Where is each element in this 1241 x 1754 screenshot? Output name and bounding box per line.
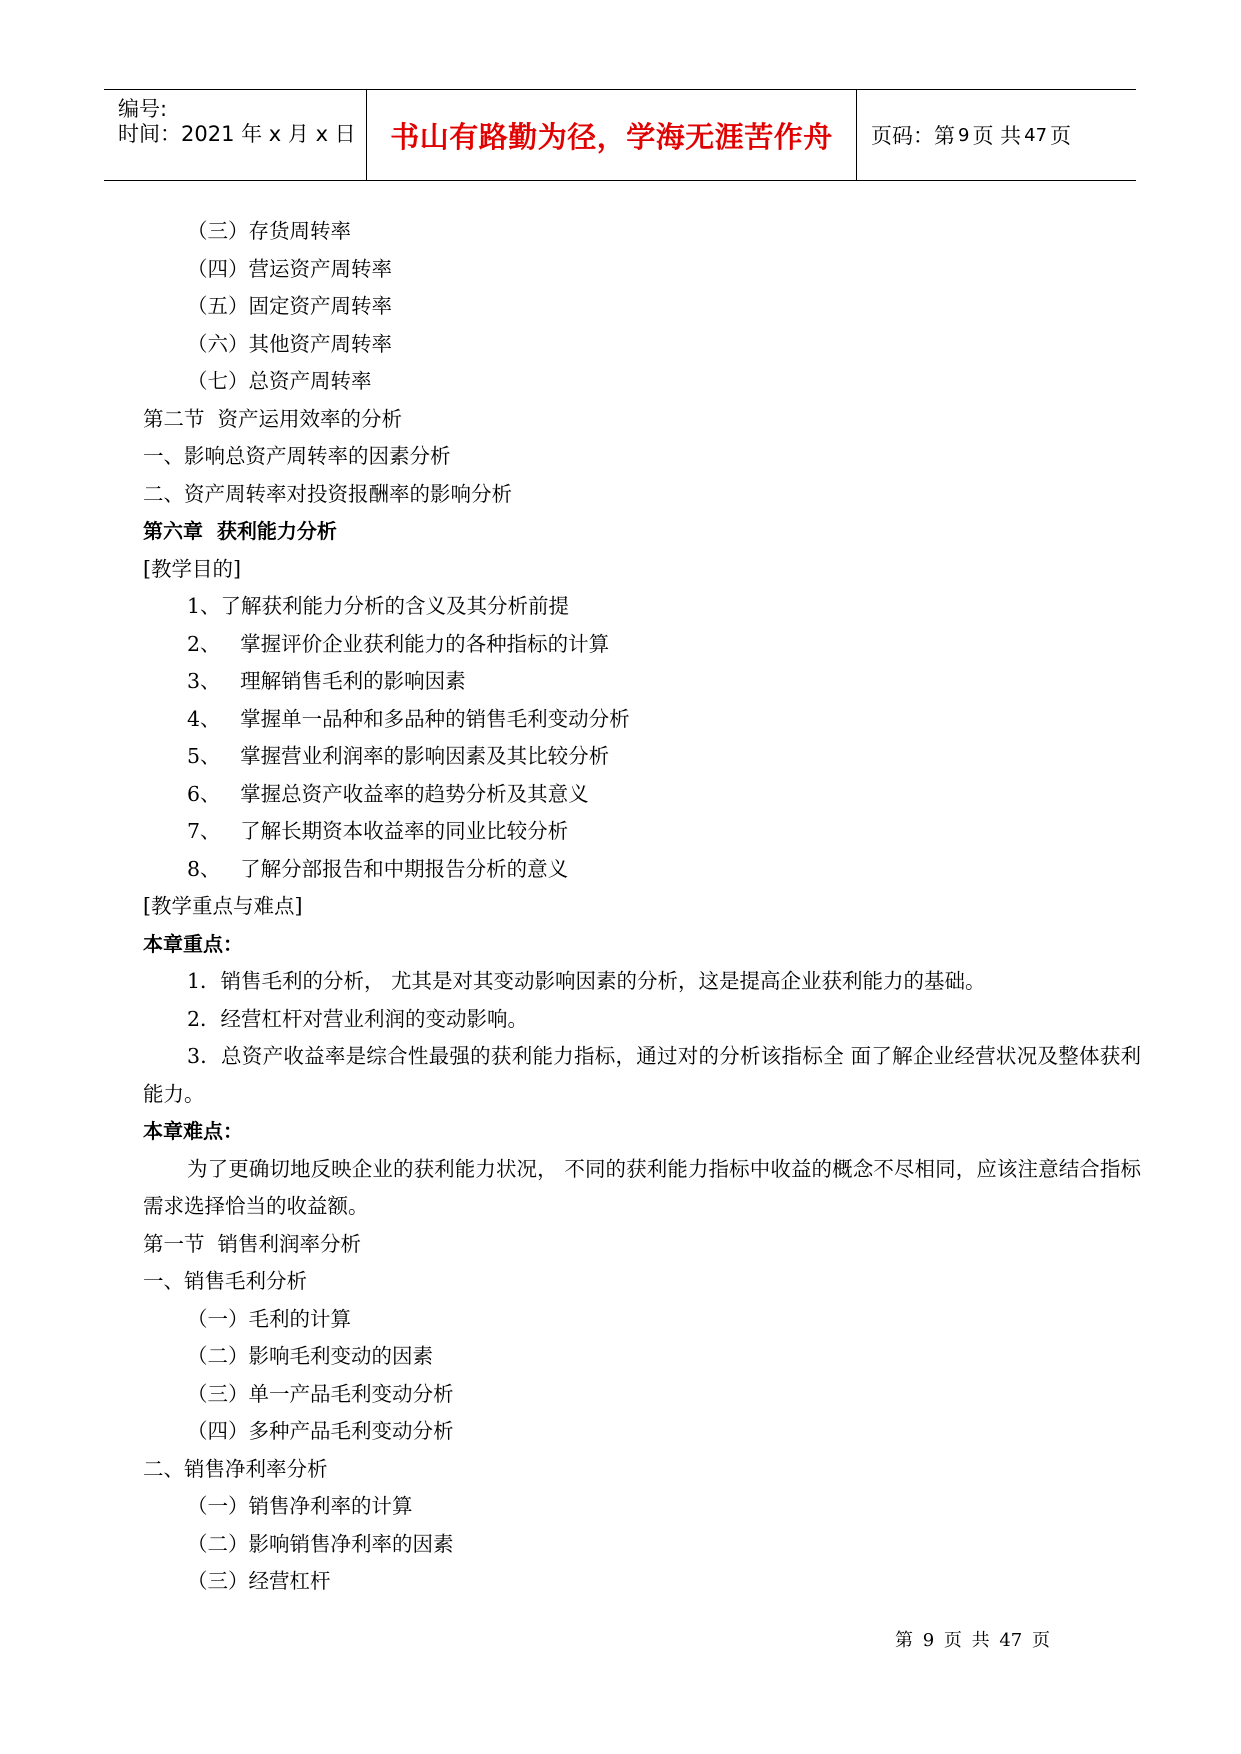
objective-item: 2、 掌握评价企业获利能力的各种指标的计算 xyxy=(187,631,610,656)
objective-item: 8、 了解分部报告和中期报告分析的意义 xyxy=(187,856,569,881)
chapter-heading: 第六章 获利能力分析 xyxy=(143,519,337,543)
list-item: （二）影响销售净利率的因素 xyxy=(187,1531,454,1556)
objective-item: 5、 掌握营业利润率的影响因素及其比较分析 xyxy=(187,744,610,768)
key-point: 2．经营杠杆对营业利润的变动影响。 xyxy=(187,1006,529,1031)
page-mid: 页 共 xyxy=(972,124,1022,148)
objective-item: 6、 掌握总资产收益率的趋势分析及其意义 xyxy=(187,781,589,806)
list-item: （四）多种产品毛利变动分析 xyxy=(187,1419,454,1443)
section-heading: 第一节 销售利润率分析 xyxy=(143,1231,362,1256)
difficulty-paragraph: 为了更确切地反映企业的获利能力状况， 不同的获利能力指标中收益的概念不尽相同，应该注意结合指标需求选择恰当的收益额。 xyxy=(143,1156,1141,1218)
objective-item: 3、 理解销售毛利的影响因素 xyxy=(187,669,466,693)
page-label: 页码：第 xyxy=(871,124,955,148)
objective-item: 7、 了解长期资本收益率的同业比较分析 xyxy=(187,819,569,843)
list-item: 二、资产周转率对投资报酬率的影响分析 xyxy=(143,481,512,506)
list-item: （五）固定资产周转率 xyxy=(187,294,392,318)
time-label: 时间：2021 年 x 月 x 日 xyxy=(118,122,356,146)
key-point: 1．销售毛利的分析， 尤其是对其变动影响因素的分析，这是提高企业获利能力的基础。 xyxy=(187,969,986,993)
header-motto-cell xyxy=(367,90,857,180)
list-item: （四）营运资产周转率 xyxy=(187,256,392,281)
list-item: （六）其他资产周转率 xyxy=(187,331,392,356)
document-header xyxy=(104,89,1136,181)
section-heading: 第二节 资产运用效率的分析 xyxy=(143,406,403,431)
list-item: （二）影响毛利变动的因素 xyxy=(187,1344,433,1368)
page-current: 9 xyxy=(958,124,970,146)
difficulty-heading: 本章难点： xyxy=(143,1119,243,1143)
list-item: （一）毛利的计算 xyxy=(187,1306,351,1331)
list-item: （三）经营杠杆 xyxy=(187,1569,331,1593)
list-item: （三）单一产品毛利变动分析 xyxy=(187,1381,454,1406)
page-total: 47 xyxy=(1024,124,1048,146)
list-item: 一、销售毛利分析 xyxy=(143,1269,307,1293)
number-label: 编号: xyxy=(118,97,168,121)
section-label: [教学目的] xyxy=(143,556,241,581)
list-item: （七）总资产周转率 xyxy=(187,369,372,393)
key-points-heading: 本章重点： xyxy=(143,931,243,956)
section-label: [教学重点与难点] xyxy=(143,894,303,918)
key-point: 3．总资产收益率是综合性最强的获利能力指标，通过对的分析该指标全 面了解企业经营状况及整体获利能力。 xyxy=(143,1044,1141,1106)
objective-item: 4、 掌握单一品种和多品种的销售毛利变动分析 xyxy=(187,706,630,731)
list-item: 二、销售净利率分析 xyxy=(143,1456,328,1481)
header-meta xyxy=(104,90,367,180)
document-body xyxy=(143,213,1141,1601)
motto: 书山有路勤为径，学海无涯苦作舟 xyxy=(390,119,833,154)
list-item: （三）存货周转率 xyxy=(187,219,351,243)
page-end: 页 xyxy=(1050,124,1072,148)
list-item: （一）销售净利率的计算 xyxy=(187,1494,413,1518)
page-footer: 第 9 页 共 47 页 xyxy=(895,1630,1050,1651)
list-item: 一、影响总资产周转率的因素分析 xyxy=(143,444,451,468)
header-page-info xyxy=(857,90,1136,180)
objective-item: 1、了解获利能力分析的含义及其分析前提 xyxy=(187,594,570,618)
